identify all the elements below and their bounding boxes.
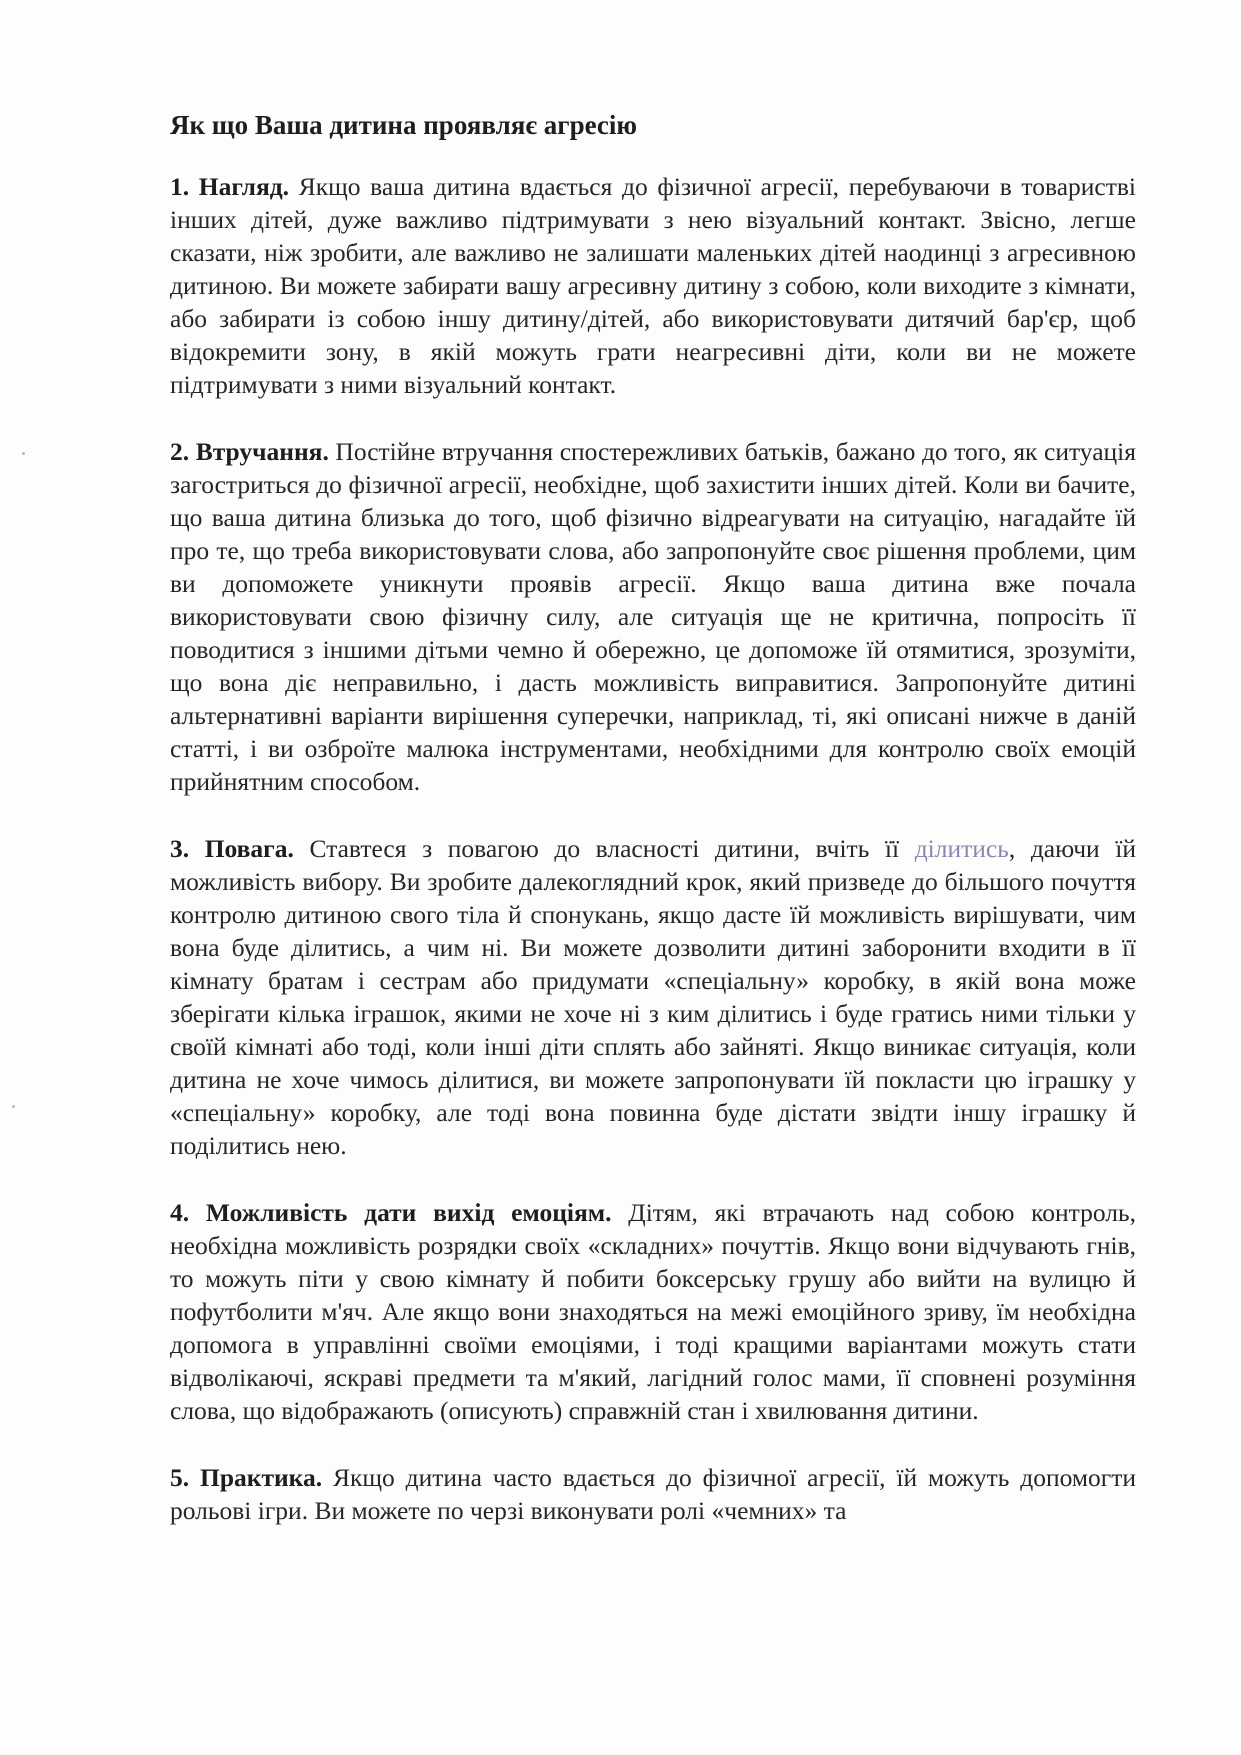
section-respect <box>170 832 1136 1162</box>
section-practice <box>170 1461 1136 1527</box>
section-emotional-outlet <box>170 1196 1136 1427</box>
document-body <box>170 108 1136 1561</box>
section-text: , даючи їй можливість вибору. Ви зробите далекоглядний крок, який призведе до більшого почуття контролю дитиною свого тіла й спонукань, якщо дасте їй можливість вирішувати, чим вона буде ділитись, а чим ні. Ви можете дозволити дитині заборонити входити в її кімнату братам і сестрам або придумати «спеціальну» коробку, в якій вона може зберігати кілька іграшок, якими не хоче ні з ким ділитись і буде гратись ними тільки у своїй кімнаті або тоді, коли інші діти сплять або зайняті. Якщо виникає ситуація, коли дитина не хоче чимось ділитися, ви можете запропонувати їй покласти цю іграшку у «спеціальну» коробку, але тоді вона повинна буде дістати звідти іншу іграшку й поділитись нею. <box>170 834 1136 1160</box>
section-intervention <box>170 435 1136 798</box>
scan-speck <box>22 452 25 455</box>
section-text: Постійне втручання спостережливих батьків, бажано до того, як ситуація загостриться до фізичної агресії, необхідне, щоб захистити інших дітей. Коли ви бачите, що ваша дитина близька до того, щоб фізично відреагувати на ситуацію, нагадайте їй про те, що треба використовувати слова, або запропонуйте своє рішення проблеми, цим ви допоможете уникнути проявів агресії. Якщо ваша дитина вже почала використовувати свою фізичну силу, але ситуація ще не критична, попросіть її поводитися з іншими дітьми чемно й обережно, це допоможе їй отямитися, зрозуміти, що вона діє неправильно, і дасть можливість виправитися. Запропонуйте дитині альтернативні варіанти вирішення суперечки, наприклад, ті, які описані нижче в даній статті, і ви озброїте малюка інструментами, необхідними для контролю своїх емоцій прийнятним способом. <box>170 437 1136 796</box>
scan-speck <box>12 1105 15 1108</box>
section-supervision <box>170 170 1136 401</box>
section-text: Якщо ваша дитина вдається до фізичної агресії, перебуваючи в товаристві інших дітей, дуже важливо підтримувати з нею візуальний контакт. Звісно, легше сказати, ніж зробити, але важливо не залишати маленьких дітей наодинці з агресивною дитиною. Ви можете забирати вашу агресивну дитину з собою, коли виходите з кімнати, або забирати із собою іншу дитину/дітей, або використовувати дитячий бар'єр, щоб відокремити зону, в якій можуть грати неагресивні діти, коли ви не можете підтримувати з ними візуальний контакт. <box>170 172 1136 399</box>
section-text: Ставтеся з повагою до власності дитини, вчіть її <box>293 834 915 863</box>
section-heading: 1. Нагляд. <box>170 172 290 201</box>
section-text: Якщо дитина часто вдається до фізичної агресії, їй можуть допомогти рольові ігри. Ви можете по черзі виконувати ролі «чемних» та <box>170 1463 1137 1525</box>
section-heading: 2. Втручання. <box>170 437 329 466</box>
section-heading: 5. Практика. <box>170 1463 323 1492</box>
document-title: Як що Ваша дитина проявляє агресію <box>170 110 638 140</box>
section-heading: 4. Можливість дати вихід емоціям. <box>170 1198 612 1227</box>
section-text: Дітям, які втрачають над собою контроль, необхідна можливість розрядки своїх «складних» почуттів. Якщо вони відчувають гнів, то можуть піти у свою кімнату й побити боксерську грушу або вийти на вулицю й пофутболити м'яч. Але якщо вони знаходяться на межі емоційного зриву, їм необхідна допомога в управлінні своїми емоціями, і тоді кращими варіантами можуть стати відволікаючі, яскраві предмети та м'який, лагідний голос мами, її сповнені розуміння слова, що відображають (описують) справжній стан і хвилювання дитини. <box>170 1198 1136 1425</box>
highlighted-word: ділитись <box>914 834 1009 863</box>
section-heading: 3. Повага. <box>170 834 294 863</box>
